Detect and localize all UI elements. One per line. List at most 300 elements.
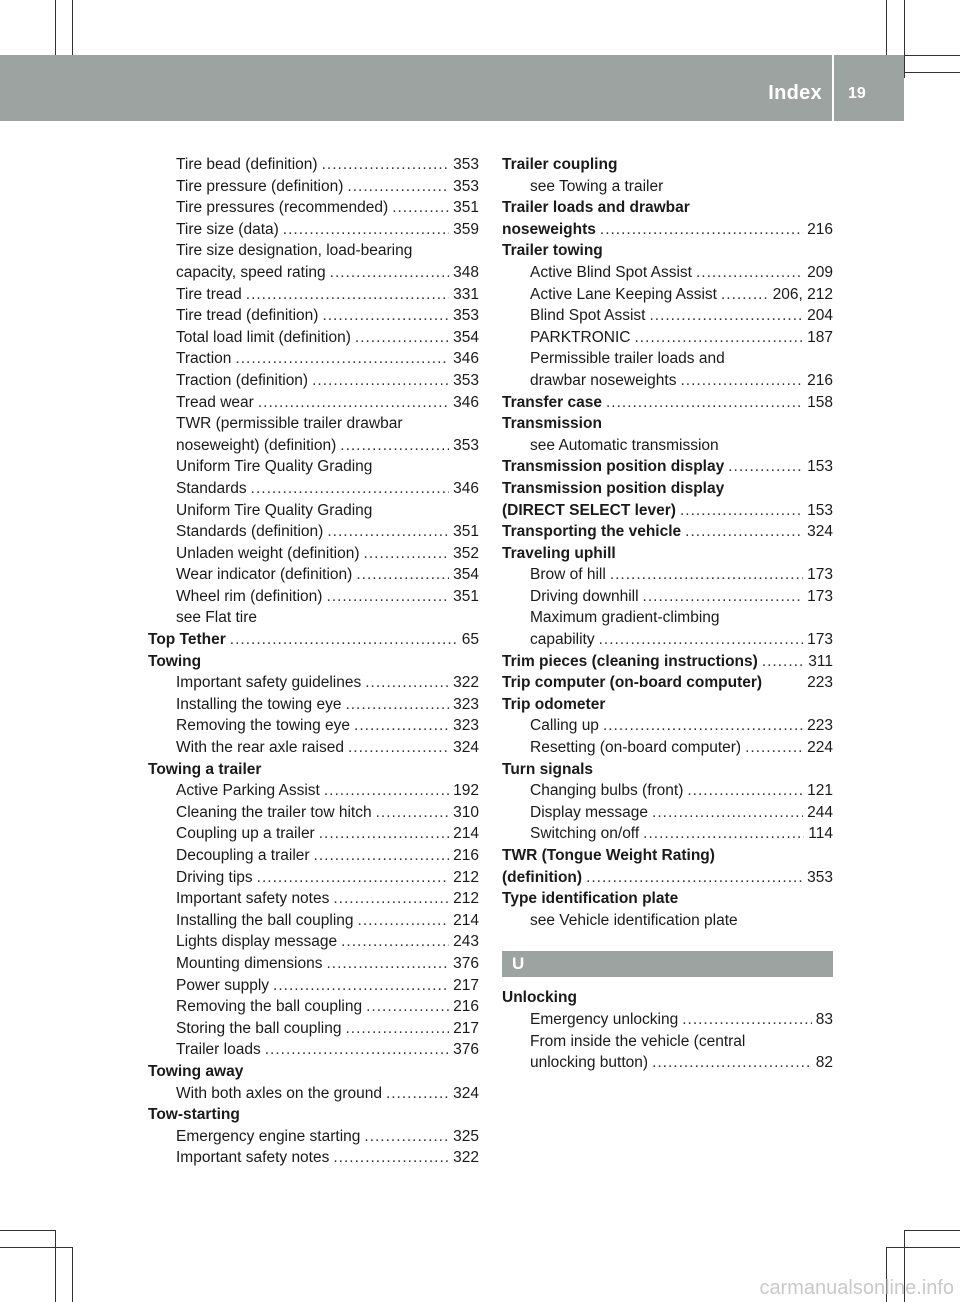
entry-text: Traction (definition) — [176, 371, 309, 389]
index-entry — [148, 888, 479, 910]
leader-dots — [386, 1083, 449, 1105]
leader-dots — [680, 500, 803, 522]
entry-text: Transmission — [502, 415, 602, 433]
index-entry — [502, 1031, 833, 1053]
entry-text: Active Lane Keeping Assist — [530, 285, 717, 303]
leader-dots — [340, 435, 449, 457]
watermark: carmanualsonline.info — [759, 1277, 954, 1299]
entry-text: With both axles on the ground — [176, 1084, 382, 1102]
entry-page-ref[interactable]: 209 — [807, 263, 833, 281]
leader-dots — [314, 845, 450, 867]
entry-text: Unlocking — [502, 989, 577, 1007]
entry-text: Important safety notes — [176, 1149, 330, 1167]
entry-page-ref[interactable]: 173 — [807, 566, 833, 584]
entry-page-ref[interactable]: 324 — [453, 739, 479, 757]
leader-dots — [333, 1147, 449, 1169]
index-entry — [148, 500, 479, 522]
entry-page-ref[interactable]: 83 — [815, 1010, 833, 1028]
index-entry — [148, 953, 479, 975]
leader-dots — [235, 348, 449, 370]
leader-dots — [599, 629, 804, 651]
index-entry — [148, 543, 479, 565]
index-entry — [502, 327, 833, 349]
entry-page-ref[interactable]: 353 — [807, 868, 833, 886]
index-entry — [502, 607, 833, 629]
leader-dots — [345, 694, 449, 716]
entry-page-ref[interactable]: 82 — [815, 1054, 833, 1072]
entry-page-ref[interactable]: 351 — [453, 199, 479, 217]
index-entry — [148, 1104, 479, 1126]
index-entry — [148, 327, 479, 349]
entry-text: noseweights — [502, 220, 596, 238]
index-entry — [148, 845, 479, 867]
index-entry — [502, 370, 833, 392]
entry-text: Turn signals — [502, 760, 594, 778]
entry-text: see Towing a trailer — [530, 177, 664, 195]
entry-text: Tire pressure (definition) — [176, 177, 344, 195]
entry-text: Lights display message — [176, 933, 338, 951]
entry-page-ref[interactable]: 324 — [453, 1084, 479, 1102]
entry-text: Emergency unlocking — [530, 1010, 679, 1028]
entry-text: Standards (definition) — [176, 523, 324, 541]
index-entry — [148, 1061, 479, 1083]
entry-text: Tow-starting — [148, 1106, 240, 1124]
entry-text: Trailer loads — [176, 1041, 261, 1059]
index-entry — [148, 284, 479, 306]
entry-text: Tire pressures (recommended) — [176, 199, 389, 217]
entry-text: Tire size (data) — [176, 220, 279, 238]
entry-page-ref[interactable]: 153 — [807, 458, 833, 476]
index-entry — [148, 759, 479, 781]
index-entry — [502, 715, 833, 737]
entry-page-ref[interactable]: 323 — [453, 695, 479, 713]
entry-text: Uniform Tire Quality Grading — [176, 458, 373, 476]
index-entry — [148, 435, 479, 457]
crop-mark — [0, 1247, 72, 1248]
entry-text: Wheel rim (definition) — [176, 587, 323, 605]
crop-mark — [72, 1247, 73, 1302]
entry-text: Blind Spot Assist — [530, 307, 646, 325]
entry-page-ref[interactable]: 324 — [807, 523, 833, 541]
leader-dots — [366, 996, 449, 1018]
entry-text: From inside the vehicle (central — [530, 1032, 746, 1050]
index-entry — [148, 737, 479, 759]
entry-text: see Automatic transmission — [530, 436, 719, 454]
entry-text: capability — [530, 631, 595, 649]
index-entry — [502, 154, 833, 176]
entry-text: TWR (Tongue Weight Rating) — [502, 847, 715, 864]
entry-page-ref[interactable]: 376 — [453, 1041, 479, 1059]
index-column-right — [502, 154, 833, 1074]
entry-page-ref[interactable]: 354 — [453, 566, 479, 584]
entry-page-ref[interactable]: 212 — [453, 868, 479, 886]
leader-dots — [355, 327, 449, 349]
entry-text: Trip odometer — [502, 695, 606, 713]
index-entry — [502, 543, 833, 565]
leader-dots — [319, 823, 449, 845]
leader-dots — [376, 802, 450, 824]
entry-page-ref[interactable]: 173 — [807, 587, 833, 605]
entry-text: capacity, speed rating — [176, 263, 326, 281]
leader-dots — [327, 521, 449, 543]
entry-text: Transporting the vehicle — [502, 523, 682, 541]
entry-page-ref[interactable]: 244 — [807, 803, 833, 821]
crop-mark — [886, 1247, 960, 1248]
crop-mark — [0, 1230, 55, 1231]
leader-dots — [364, 1126, 449, 1148]
leader-dots — [324, 780, 449, 802]
entry-page-ref[interactable]: 351 — [453, 523, 479, 541]
entry-page-ref[interactable]: 192 — [453, 782, 479, 800]
index-entry — [148, 1083, 479, 1105]
entry-page-ref[interactable]: 243 — [453, 933, 479, 951]
entry-text: TWR (permissible trailer drawbar — [176, 415, 403, 433]
index-entry — [502, 456, 833, 478]
leader-dots — [333, 888, 449, 910]
entry-page-ref[interactable]: 331 — [453, 285, 479, 303]
entry-page-ref[interactable]: 323 — [453, 717, 479, 735]
entry-page-ref[interactable]: 206, 212 — [772, 285, 833, 303]
index-entry — [502, 348, 833, 370]
entry-text: Towing — [148, 652, 202, 670]
entry-text: Transmission position display — [502, 479, 725, 497]
index-entry — [148, 1018, 479, 1040]
leader-dots — [643, 586, 804, 608]
index-entry — [148, 1126, 479, 1148]
page-title: Index — [768, 82, 822, 104]
index-entry — [148, 823, 479, 845]
leader-dots — [326, 953, 449, 975]
leader-dots — [586, 867, 803, 889]
index-entry — [148, 910, 479, 932]
entry-text: Traction — [176, 350, 232, 368]
leader-dots — [652, 802, 803, 824]
entry-text: Maximum gradient-climbing — [530, 609, 720, 627]
entry-page-ref[interactable]: 353 — [453, 177, 479, 195]
entry-text: Transmission position display — [502, 458, 725, 476]
index-entry — [502, 586, 833, 608]
leader-dots — [330, 262, 449, 284]
entry-page-ref[interactable]: 310 — [453, 803, 479, 821]
index-entry — [502, 672, 833, 694]
leader-dots — [634, 327, 803, 349]
index-entry — [148, 715, 479, 737]
entry-page-ref[interactable]: 346 — [453, 479, 479, 497]
leader-dots — [687, 780, 803, 802]
entry-page-ref[interactable]: 223 — [807, 717, 833, 735]
entry-text: Switching on/off — [530, 825, 640, 843]
entry-page-ref[interactable]: 348 — [453, 263, 479, 281]
entry-page-ref[interactable]: 216 — [807, 220, 833, 238]
index-entry — [502, 629, 833, 651]
entry-text: Trim pieces (cleaning instructions) — [502, 652, 758, 670]
index-entry — [502, 802, 833, 824]
entry-text: Removing the towing eye — [176, 717, 351, 735]
entry-page-ref[interactable]: 352 — [453, 544, 479, 562]
index-entry — [148, 931, 479, 953]
entry-page-ref[interactable]: 214 — [453, 911, 479, 929]
index-entry — [148, 240, 479, 262]
entry-page-ref[interactable]: 187 — [807, 328, 833, 346]
leader-dots — [603, 715, 803, 737]
entry-text: Tire bead (definition) — [176, 156, 318, 173]
entry-text: Tire tread (definition) — [176, 307, 319, 325]
index-entry — [502, 780, 833, 802]
entry-text: Transfer case — [502, 393, 602, 411]
entry-page-ref[interactable]: 214 — [453, 825, 479, 843]
entry-text: see Flat tire — [176, 609, 257, 627]
index-entry — [502, 478, 833, 500]
entry-text: Type identification plate — [502, 890, 679, 908]
index-entry — [502, 435, 833, 457]
leader-dots — [345, 1018, 449, 1040]
page-number: 19 — [848, 85, 866, 102]
entry-text: Brow of hill — [530, 566, 606, 584]
index-entry — [148, 586, 479, 608]
index-entry — [502, 845, 833, 867]
index-entry — [148, 867, 479, 889]
crop-mark — [72, 0, 73, 55]
index-entry — [502, 694, 833, 716]
entry-page-ref[interactable]: 325 — [453, 1127, 479, 1145]
leader-dots — [652, 1052, 812, 1074]
index-entry — [502, 240, 833, 262]
index-entry — [502, 262, 833, 284]
entry-page-ref[interactable]: 353 — [453, 436, 479, 454]
entry-page-ref[interactable]: 354 — [453, 328, 479, 346]
index-entry — [502, 759, 833, 781]
entry-text: Coupling up a trailer — [176, 825, 315, 843]
crop-mark — [904, 0, 905, 78]
index-entry — [148, 176, 479, 198]
entry-page-ref[interactable]: 353 — [453, 156, 479, 173]
entry-text: With the rear axle raised — [176, 739, 344, 757]
entry-page-ref[interactable]: 346 — [453, 350, 479, 368]
header-divider — [832, 55, 834, 121]
entry-page-ref[interactable]: 217 — [453, 976, 479, 994]
crop-mark — [55, 1230, 56, 1302]
entry-page-ref[interactable]: 353 — [453, 371, 479, 389]
index-entry — [148, 370, 479, 392]
index-entry — [148, 392, 479, 414]
entry-page-ref[interactable]: 216 — [453, 847, 479, 864]
index-entry — [148, 413, 479, 435]
entry-page-ref[interactable]: 216 — [453, 998, 479, 1016]
entry-text: drawbar noseweights — [530, 371, 677, 389]
entry-text: Trailer coupling — [502, 156, 618, 173]
entry-page-ref[interactable]: 173 — [807, 631, 833, 649]
entry-page-ref[interactable]: 223 — [807, 674, 833, 692]
entry-text: Active Parking Assist — [176, 782, 320, 800]
entry-text: Important safety guidelines — [176, 674, 362, 692]
entry-text: Trip computer (on-board computer) — [502, 674, 763, 692]
entry-text: Towing a trailer — [148, 760, 262, 778]
index-entry — [148, 780, 479, 802]
index-entry — [148, 197, 479, 219]
entry-page-ref[interactable]: 212 — [453, 890, 479, 908]
leader-dots — [312, 370, 449, 392]
index-entry — [148, 629, 479, 651]
index-entry — [502, 987, 833, 1009]
entry-text: Removing the ball coupling — [176, 998, 363, 1016]
leader-dots — [728, 456, 803, 478]
leader-dots — [365, 672, 449, 694]
leader-dots — [273, 975, 449, 997]
entry-page-ref[interactable]: 346 — [453, 393, 479, 411]
index-entry — [148, 348, 479, 370]
leader-dots — [356, 564, 449, 586]
index-entry — [502, 219, 833, 241]
index-entry — [148, 1147, 479, 1169]
entry-text: Resetting (on-board computer) — [530, 739, 742, 757]
entry-page-ref[interactable]: 322 — [453, 1149, 479, 1167]
leader-dots — [685, 521, 803, 543]
leader-dots — [606, 392, 803, 414]
index-entry — [502, 737, 833, 759]
index-entry — [148, 694, 479, 716]
entry-text: Traveling uphill — [502, 544, 616, 562]
leader-dots — [354, 715, 449, 737]
leader-dots — [358, 910, 450, 932]
leader-dots — [348, 737, 449, 759]
entry-page-ref[interactable]: 65 — [461, 631, 479, 649]
index-column-left — [148, 154, 479, 1169]
index-entry — [502, 284, 833, 306]
leader-dots — [230, 629, 458, 651]
entry-text: Calling up — [530, 717, 599, 735]
entry-text: Uniform Tire Quality Grading — [176, 501, 373, 519]
index-entry — [502, 823, 833, 845]
index-entry — [502, 867, 833, 889]
index-entry — [148, 802, 479, 824]
entry-page-ref[interactable]: 359 — [453, 220, 479, 238]
index-entry — [148, 996, 479, 1018]
leader-dots — [246, 284, 449, 306]
leader-dots — [258, 392, 449, 414]
index-entry — [502, 1052, 833, 1074]
leader-dots — [341, 931, 449, 953]
entry-text: Emergency engine starting — [176, 1127, 361, 1145]
entry-page-ref[interactable]: 158 — [807, 393, 833, 411]
leader-dots — [762, 651, 804, 673]
index-entry — [148, 456, 479, 478]
index-entry — [502, 392, 833, 414]
entry-page-ref[interactable]: 376 — [453, 954, 479, 972]
index-entry — [148, 651, 479, 673]
leader-dots — [322, 154, 450, 176]
leader-dots — [680, 370, 803, 392]
leader-dots — [265, 1039, 449, 1061]
entry-text: (definition) — [502, 868, 583, 886]
entry-text: Top Tether — [148, 631, 226, 649]
entry-text: Trailer loads and drawbar — [502, 199, 690, 217]
entry-text: Driving tips — [176, 868, 253, 886]
index-entry — [502, 910, 833, 932]
leader-dots — [643, 823, 804, 845]
index-entry — [148, 219, 479, 241]
leader-dots — [610, 564, 803, 586]
entry-page-ref[interactable]: 121 — [807, 782, 833, 800]
entry-text: Towing away — [148, 1062, 244, 1080]
leader-dots — [649, 305, 803, 327]
entry-text: Unladen weight (definition) — [176, 544, 360, 562]
entry-page-ref[interactable]: 224 — [807, 739, 833, 757]
entry-page-ref[interactable]: 204 — [807, 307, 833, 325]
entry-text: Total load limit (definition) — [176, 328, 351, 346]
index-entry — [502, 521, 833, 543]
index-entry — [148, 154, 479, 176]
entry-text: Changing bulbs (front) — [530, 782, 684, 800]
entry-text: PARKTRONIC — [530, 328, 631, 346]
index-entry — [502, 305, 833, 327]
entry-page-ref[interactable]: 114 — [808, 825, 833, 843]
entry-text: Permissible trailer loads and — [530, 350, 725, 368]
entry-text: unlocking button) — [530, 1054, 649, 1072]
entry-text: Decoupling a trailer — [176, 847, 310, 864]
entry-text: Standards — [176, 479, 247, 497]
leader-dots — [347, 176, 449, 198]
entry-text: (DIRECT SELECT lever) — [502, 501, 676, 519]
index-entry — [148, 478, 479, 500]
leader-dots — [251, 478, 449, 500]
entry-text: Trailer towing — [502, 242, 603, 260]
index-entry — [502, 413, 833, 435]
index-entry — [502, 1009, 833, 1031]
entry-page-ref[interactable]: 311 — [808, 652, 833, 670]
index-entry — [148, 975, 479, 997]
entry-text: Tire size designation, load-bearing — [176, 242, 413, 260]
entry-text: Wear indicator (definition) — [176, 566, 353, 584]
index-entry — [502, 564, 833, 586]
entry-text: Mounting dimensions — [176, 954, 323, 972]
entry-page-ref[interactable]: 351 — [453, 587, 479, 605]
index-entry — [148, 672, 479, 694]
entry-page-ref[interactable]: 217 — [453, 1019, 479, 1037]
entry-page-ref[interactable]: 353 — [453, 307, 479, 325]
entry-page-ref[interactable]: 153 — [807, 501, 833, 519]
entry-page-ref[interactable]: 322 — [453, 674, 479, 692]
leader-dots — [364, 543, 450, 565]
entry-text: see Vehicle identification plate — [530, 911, 738, 929]
index-entry — [148, 305, 479, 327]
entry-text: Power supply — [176, 976, 270, 994]
index-entry — [502, 500, 833, 522]
index-entry — [148, 564, 479, 586]
entry-text: Installing the ball coupling — [176, 911, 354, 929]
entry-text: Driving downhill — [530, 587, 639, 605]
entry-text: Important safety notes — [176, 890, 330, 908]
leader-dots — [283, 219, 449, 241]
entry-text: Display message — [530, 803, 649, 821]
index-entry — [502, 888, 833, 910]
index-entry — [148, 521, 479, 543]
entry-text: Tread wear — [176, 393, 254, 411]
leader-dots — [696, 262, 803, 284]
entry-text: Tire tread — [176, 285, 242, 303]
index-entry — [148, 262, 479, 284]
entry-text: noseweight) (definition) — [176, 436, 337, 454]
crop-mark — [886, 0, 887, 55]
index-entry — [502, 651, 833, 673]
index-entry — [502, 176, 833, 198]
entry-text: Active Blind Spot Assist — [530, 263, 692, 281]
entry-text: Cleaning the trailer tow hitch — [176, 803, 372, 821]
leader-dots — [257, 867, 449, 889]
entry-page-ref[interactable]: 216 — [807, 371, 833, 389]
index-entry — [148, 1039, 479, 1061]
leader-dots — [600, 219, 803, 241]
leader-dots — [322, 305, 449, 327]
